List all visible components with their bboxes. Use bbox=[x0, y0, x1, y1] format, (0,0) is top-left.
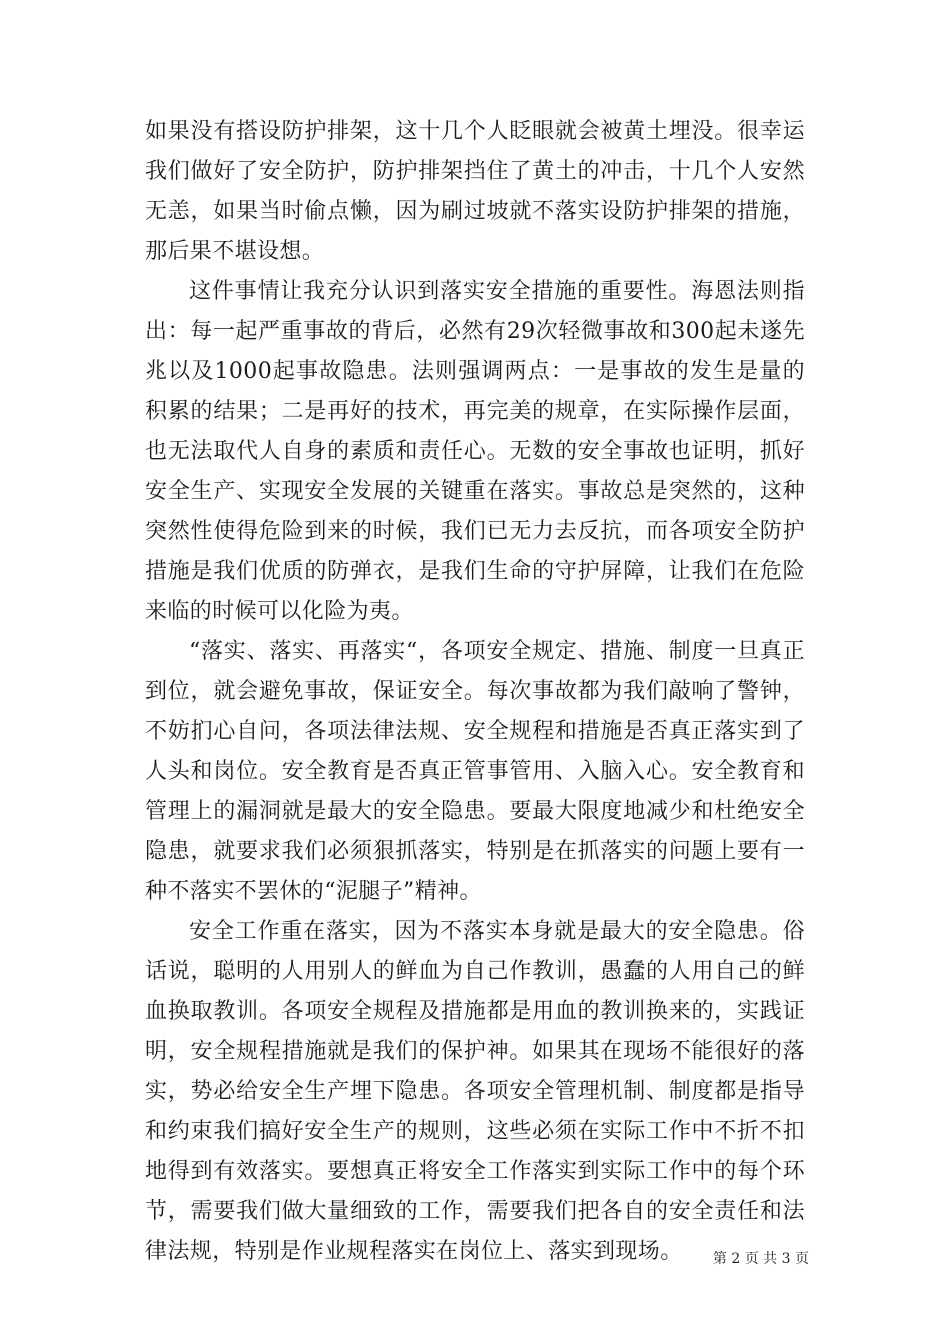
document-body bbox=[145, 112, 805, 1272]
paragraph-2: 这件事情让我充分认识到落实安全措施的重要性。海恩法则指出：每一起严重事故的背后，必然有29次轻微事故和300起未遂先兆以及1000起事故隐患。法则强调两点：一是事故的发生是量的积累的结果；二是再好的技术，再完美的规章，在实际操作层面，也无法取代人自身的素质和责任心。无数的安全事故也证明，抓好安全生产、实现安全发展的关键重在落实。事故总是突然的，这种突然性使得危险到来的时候，我们已无力去反抗，而各项安全防护措施是我们优质的防弹衣，是我们生命的守护屏障，让我们在危险来临的时候可以化险为夷。 bbox=[145, 279, 805, 624]
paragraph-3: “落实、落实、再落实“，各项安全规定、措施、制度一旦真正到位，就会避免事故，保证安全。每次事故都为我们敲响了警钟，不妨扪心自问，各项法律法规、安全规程和措施是否真正落实到了人头和岗位。安全教育是否真正管事管用、入脑入心。安全教育和管理上的漏洞就是最大的安全隐患。要最大限度地减少和杜绝安全隐患，就要求我们必须狠抓落实，特别是在抓落实的问题上要有一种不落实不罢休的“泥腿子”精神。 bbox=[145, 639, 805, 904]
paragraph-4: 安全工作重在落实，因为不落实本身就是最大的安全隐患。俗话说，聪明的人用别人的鲜血为自己作教训，愚蠢的人用自己的鲜血换取教训。各项安全规程及措施都是用血的教训换来的，实践证明，安全规程措施就是我们的保护神。如果其在现场不能很好的落实，势必给安全生产埋下隐患。各项安全管理机制、制度都是指导和约束我们搞好安全生产的规则，这些必须在实际工作中不折不扣地得到有效落实。要想真正将安全工作落实到实际工作中的每个环节，需要我们做大量细致的工作，需要我们把各自的安全责任和法律法规，特别是作业规程落实在岗位上、落实到现场。 bbox=[145, 919, 805, 1264]
paragraph-1: 如果没有搭设防护排架，这十几个人眨眼就会被黄土埋没。很幸运我们做好了安全防护，防护排架挡住了黄土的冲击，十几个人安然无恙，如果当时偷点懒，因为刷过坡就不落实设防护排架的措施，那后果不堪设想。 bbox=[145, 119, 805, 264]
page-number: 第 2 页 共 3 页 bbox=[712, 1251, 809, 1267]
